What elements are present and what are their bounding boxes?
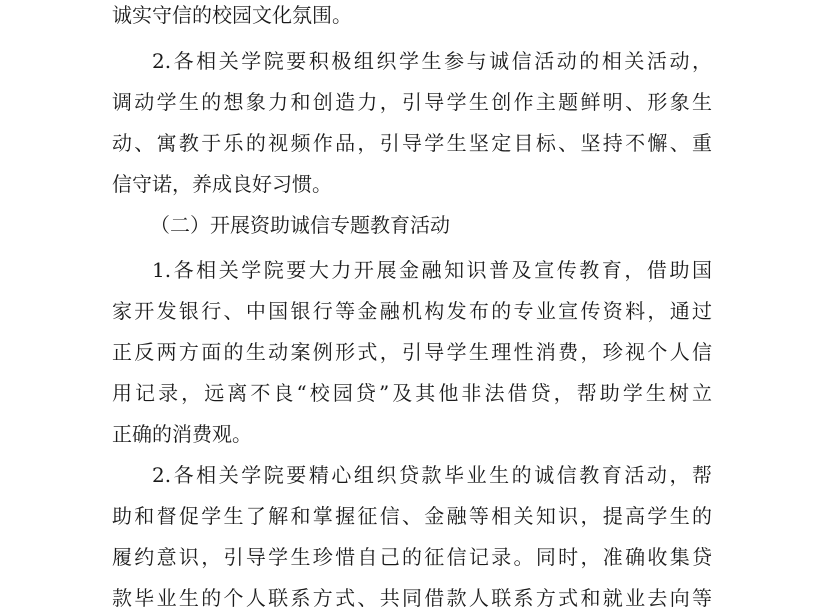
paragraph-line: 正反两方面的生动案例形式，引导学生理性消费，珍视个人信 xyxy=(112,340,712,364)
paragraph-line: 动、寓教于乐的视频作品，引导学生坚定目标、坚持不懈、重 xyxy=(112,131,712,155)
paragraph-start-line: 2.各相关学院要精心组织贷款毕业生的诚信教育活动，帮 xyxy=(152,463,712,487)
section-heading: （二）开展资助诚信专题教育活动 xyxy=(150,213,450,237)
paragraph-line: 款毕业生的个人联系方式、共同借款人联系方式和就业去向等 xyxy=(112,586,712,610)
paragraph-line: 助和督促学生了解和掌握征信、金融等相关知识，提高学生的 xyxy=(112,504,712,528)
paragraph-end-line: 信守诺，养成良好习惯。 xyxy=(112,172,332,196)
paragraph-line: 家开发银行、中国银行等金融机构发布的专业宣传资料，通过 xyxy=(112,299,712,323)
paragraph-line: 履约意识，引导学生珍惜自己的征信记录。同时，准确收集贷 xyxy=(112,545,712,569)
paragraph-start-line: 2.各相关学院要积极组织学生参与诚信活动的相关活动， xyxy=(152,49,712,73)
paragraph-line: 调动学生的想象力和创造力，引导学生创作主题鲜明、形象生 xyxy=(112,90,712,114)
paragraph-line: 用记录，远离不良“校园贷”及其他非法借贷，帮助学生树立 xyxy=(112,381,712,405)
paragraph-end-line: 正确的消费观。 xyxy=(112,422,252,446)
paragraph-start-line: 1.各相关学院要大力开展金融知识普及宣传教育，借助国 xyxy=(152,258,712,282)
paragraph-end-line: 诚实守信的校园文化氛围。 xyxy=(112,3,352,27)
